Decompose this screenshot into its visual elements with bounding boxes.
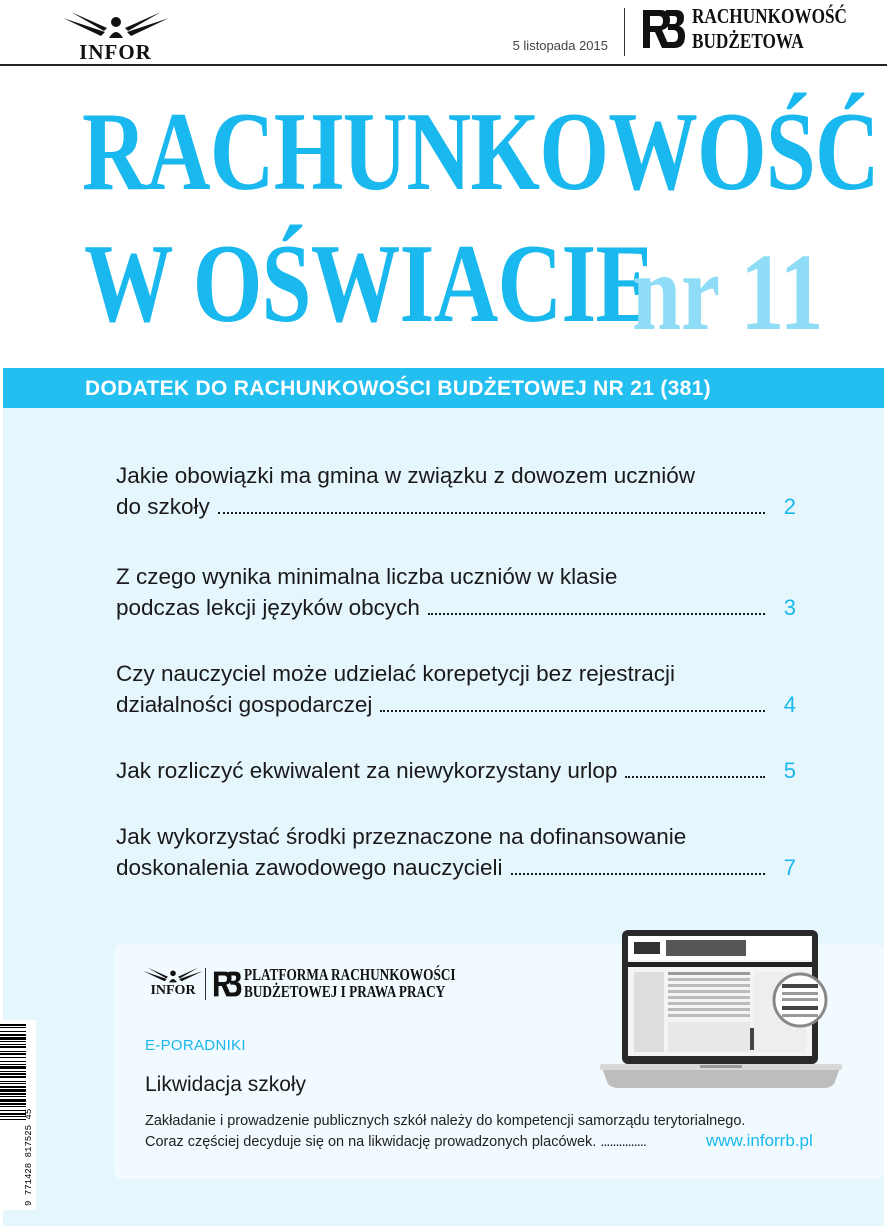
toc-entry[interactable] [116,460,796,522]
toc-entry-title: Jak wykorzystać środki przeznaczone na dofinansowanie [116,824,687,849]
infor-logo-text: INFOR [79,40,152,64]
toc-entry-title: Czy nauczyciel może udzielać korepetycji bez rejestracji [116,661,675,686]
toc-entry[interactable] [116,755,796,786]
leader-dots [511,873,766,875]
promo-infor-text: INFOR [150,983,196,998]
supplement-text: DODATEK DO RACHUNKOWOŚCI BUDŻETOWEJ NR 21 (381) [85,377,711,400]
toc-entry-title-cont: do szkoły [116,494,210,519]
header-rule [0,64,887,66]
toc-page-number: 2 [783,494,796,519]
toc-entry-title: Jakie obowiązki ma gmina w związku z dowozem uczniów [116,463,695,488]
toc-entry-title: Z czego wynika minimalna liczba uczniów w klasie [116,564,618,589]
promo-desc-dots: ............... [600,1134,646,1150]
barcode [0,1020,36,1210]
platform-name-line1: PLATFORMA RACHUNKOWOŚCI [244,965,456,984]
supplement-band [3,368,884,408]
main-title-line2: W OŚWIACIE [84,222,655,346]
toc-entry-title-cont: podczas lekcji języków obcych [116,595,420,620]
toc-entry-title-cont: doskonalenia zawodowego nauczycieli [116,855,503,880]
masthead [0,0,887,66]
toc-entry[interactable] [116,821,796,883]
leader-dots [218,512,765,514]
infor-wings-icon [61,10,171,40]
toc-entry[interactable] [116,561,796,623]
promo-desc-line1: Zakładanie i prowadzenie publicznych szkół należy do kompetencji samorządu terytorialnego. [145,1113,746,1129]
toc-page-number: 7 [783,855,796,880]
toc-entry[interactable] [116,658,796,720]
infor-logo[interactable] [58,10,173,64]
promo-category: E-PORADNIKI [145,1037,246,1054]
issue-date: 5 listopada 2015 [512,38,608,53]
platform-name [244,966,456,1000]
platform-name-line2: BUDŻETOWEJ I PRAWA PRACY [244,982,446,1001]
parent-title-line1: RACHUNKOWOŚĆ [692,4,847,28]
toc-page-number: 3 [783,595,796,620]
header-divider [624,8,625,56]
promo-logo-divider [205,968,206,1000]
toc-page-number: 5 [783,758,796,783]
leader-dots [428,613,765,615]
barcode-number: 9 771428 817525 45 [24,1108,34,1206]
toc-entry-title: Jak rozliczyć ekwiwalent za niewykorzystany urlop [116,758,618,783]
promo-desc-line2: Coraz częściej decyduje się on na likwidację prowadzonych placówek. [145,1134,597,1150]
main-title-line1: RACHUNKOWOŚĆ [82,90,879,214]
toc-page-number: 4 [783,692,796,717]
toc-entry-title-cont: działalności gospodarczej [116,692,373,717]
parent-publication-title [692,4,847,54]
promo-infor-logo[interactable] [142,966,204,1000]
issue-number: nr 11 [632,231,824,353]
leader-dots [380,710,765,712]
laptop-icon [600,928,842,1090]
rb-monogram-icon [640,6,686,52]
promo-title: Likwidacja szkoły [145,1073,307,1096]
leader-dots [625,776,765,778]
promo-url-link[interactable]: www.inforrb.pl [706,1131,813,1150]
rb-monogram-icon [212,968,242,1000]
infor-wings-icon [142,966,204,984]
parent-title-line2: BUDŻETOWA [692,29,804,53]
